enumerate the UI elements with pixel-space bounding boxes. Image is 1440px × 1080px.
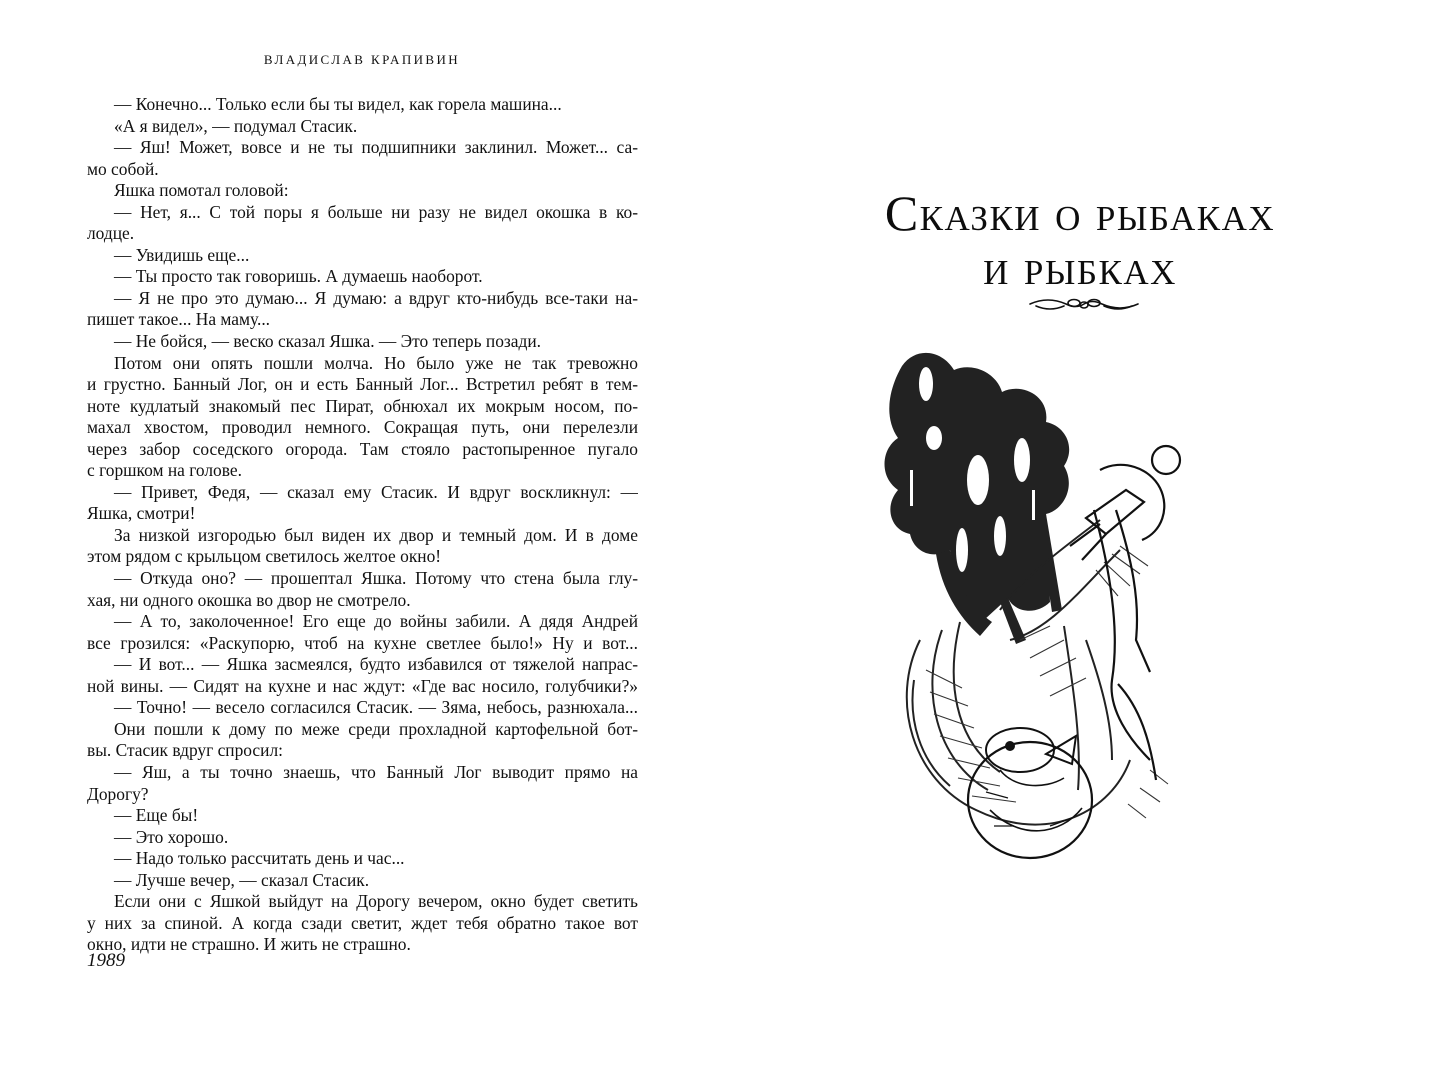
text-line: — Ты просто так говоришь. А думаешь наоборот. — [114, 266, 483, 287]
text-line: — Привет, Федя, — сказал ему Стасик. И вдруг воскликнул: — — [114, 481, 638, 502]
text-line: — Я не про это думаю... Я думаю: а вдруг кто-нибудь все-таки на- — [114, 287, 638, 308]
chapter-title-line-2: и рыбках — [983, 239, 1177, 295]
text-line: Если они с Яшкой выйдут на Дорогу вечером, окно будет светить — [114, 891, 638, 912]
text-line: и грустно. Банный Лог, он и есть Банный Лог... Встретил ребят в тем- — [87, 374, 638, 395]
text-line: через забор соседского огорода. Там стояло растопыренное пугало — [87, 438, 638, 459]
chapter-illustration — [850, 340, 1250, 885]
right-page — [720, 0, 1440, 1080]
text-line: — Откуда оно? — прошептал Яшка. Потому что стена была глу- — [114, 568, 638, 589]
text-line: «А я видел», — подумал Стасик. — [114, 115, 358, 136]
date-signature: 1989 — [87, 950, 125, 971]
text-line: — Увидишь еще... — [114, 244, 250, 265]
text-line: мо собой. — [87, 158, 159, 179]
text-line: — И вот... — Яшка засмеялся, будто избавился от тяжелой напрас- — [114, 654, 638, 675]
text-line: этом рядом с крыльцом светилось желтое окно! — [87, 546, 442, 567]
chapter-title — [780, 186, 1380, 294]
text-line: — Нет, я... С той поры я больше ни разу не видел окошка в ко- — [114, 201, 638, 222]
text-line: все грозился: «Раскупорю, чтоб на кухне светлее было!» Ну и вот... — [87, 632, 638, 653]
text-line: ноте кудлатый знакомый пес Пират, обнюхал их мокрым носом, по- — [87, 395, 638, 416]
ornament-flourish — [1028, 292, 1140, 316]
text-line: у них за спиной. А когда сзади светит, ждет тебя обратно такое вот — [87, 912, 638, 933]
text-line: — Точно! — весело согласился Стасик. — Зяма, небось, разнюхала... — [114, 697, 638, 718]
text-line: лодце. — [87, 223, 135, 244]
story-text — [87, 94, 638, 956]
text-line: — Еще бы! — [114, 805, 199, 826]
text-line: Яшка помотал головой: — [114, 180, 289, 201]
text-line: Яшка, смотри! — [87, 503, 196, 524]
text-line: Потом они опять пошли молча. Но было уже не так тревожно — [114, 352, 638, 373]
text-line: окно, идти не страшно. И жить не страшно. — [87, 934, 411, 955]
text-line: — Яш! Может, вовсе и не ты подшипники заклинил. Может... са- — [114, 137, 638, 158]
text-line: Дорогу? — [87, 783, 149, 804]
text-line: — Яш, а ты точно знаешь, что Банный Лог выводит прямо на — [114, 761, 638, 782]
chapter-title-line-1: Сказки о рыбаках — [884, 185, 1276, 241]
running-head-author: ВЛАДИСЛАВ КРАПИВИН — [263, 52, 461, 67]
text-line: махал хвостом, проводил немного. Сокращая путь, они перелезли — [87, 417, 638, 438]
text-line: За низкой изгородью был виден их двор и темный дом. И в доме — [114, 524, 638, 545]
text-line: — Конечно... Только если бы ты видел, как горела машина... — [114, 94, 562, 114]
text-line: Они пошли к дому по меже среди прохладной картофельной бот- — [114, 718, 638, 739]
text-line: — Лучше вечер, — сказал Стасик. — [114, 869, 370, 890]
text-line: вы. Стасик вдруг спросил: — [87, 740, 283, 761]
text-line: — Надо только рассчитать день и час... — [114, 848, 405, 869]
text-line: — А то, заколоченное! Его еще до войны забили. А дядя Андрей — [114, 611, 638, 632]
text-line: с горшком на голове. — [87, 460, 242, 481]
text-line: — Это хорошо. — [114, 826, 229, 847]
text-line: ной вины. — Сидят на кухне и нас ждут: «Где вас носило, голубчики?» — [87, 675, 638, 696]
text-line: пишет такое... На маму... — [87, 309, 271, 330]
text-line: хая, ни одного окошка во двор не смотрело. — [87, 589, 411, 610]
text-line: — Не бойся, — веско сказал Яшка. — Это теперь позади. — [114, 331, 541, 352]
